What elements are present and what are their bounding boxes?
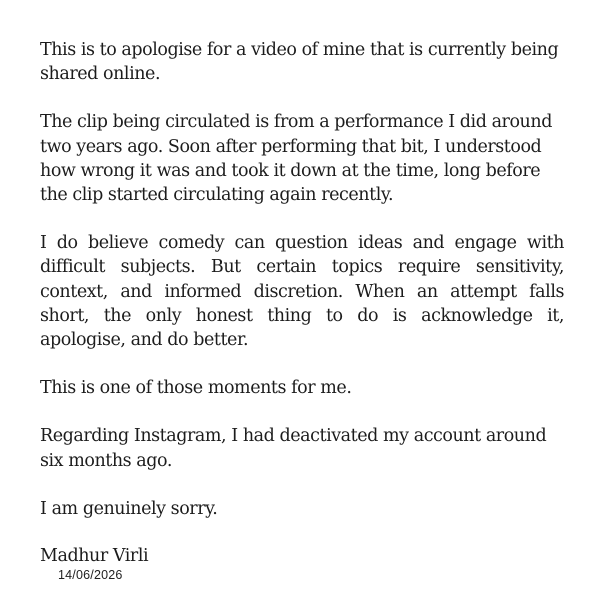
paragraph-comedy-statement: I do believe comedy can question ideas and engage with difficult subjects. But certain topics require sensitivity, context, and informed discretion. When an attempt falls short, the only honest thing to do is acknowledge it, apologise, and do better. — [40, 233, 564, 351]
paragraph-sorry: I am genuinely sorry. — [40, 498, 218, 519]
signature-date: 14/06/2026 — [58, 568, 123, 583]
paragraph-intro: This is to apologise for a video of mine that is currently being shared online. — [40, 40, 559, 85]
signature-name: Madhur Virli — [40, 546, 149, 567]
paragraph-instagram: Regarding Instagram, I had deactivated my account around six months ago. — [40, 426, 547, 471]
paragraph-clip-context: The clip being circulated is from a performance I did around two years ago. Soon after performing that bit, I understood how wrong it was and took it down at the time, long before the clip started circulating again recently. — [40, 112, 552, 206]
apology-letter — [40, 38, 564, 582]
paragraph-moment: This is one of those moments for me. — [40, 378, 352, 399]
